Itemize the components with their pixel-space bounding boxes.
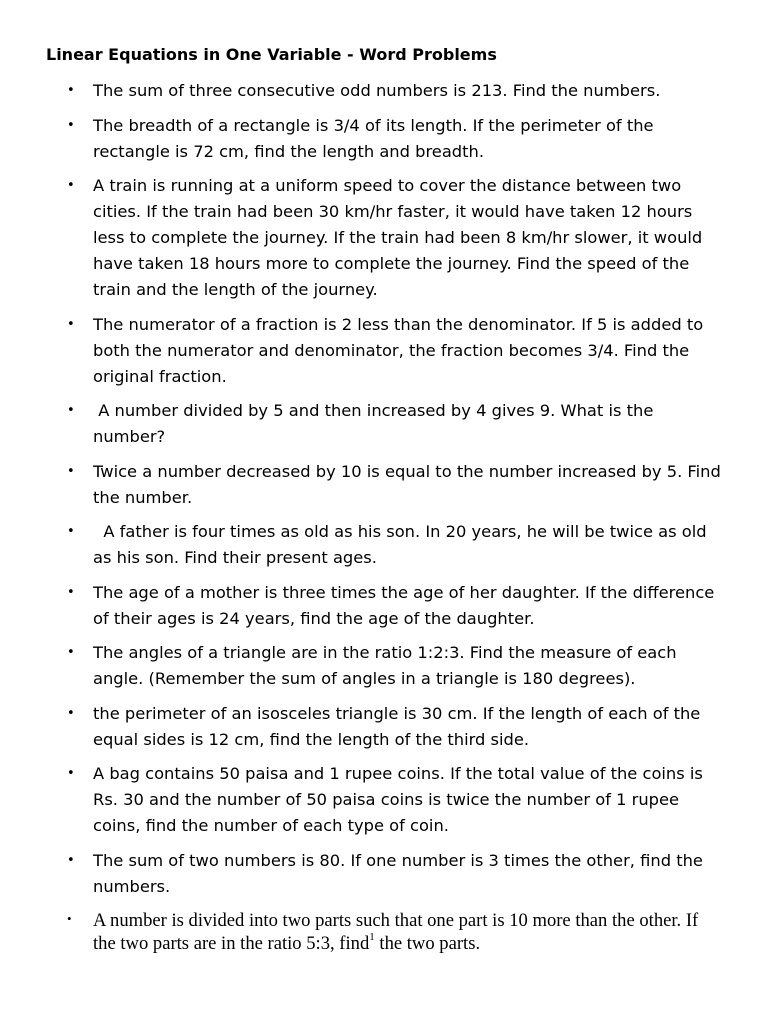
- problem-text: The sum of three consecutive odd numbers is 213. Find the numbers.: [93, 81, 661, 100]
- problem-text-part: A number is divided into two parts such that one part is 10 more than the other. If the two parts are in the ratio 5:3, find: [93, 910, 699, 954]
- bullet-icon: •: [67, 766, 75, 781]
- list-item: [0, 761, 768, 839]
- problem-list: [0, 78, 768, 964]
- problem-text: The angles of a triangle are in the ratio 1:2:3. Find the measure of each angle. (Remember the sum of angles in a triangle is 180 degrees).: [93, 643, 677, 688]
- list-item: [0, 398, 768, 450]
- problem-text: The age of a mother is three times the age of her daughter. If the difference of their ages is 24 years, find the age of the daughter.: [93, 582, 715, 628]
- list-item: [0, 459, 768, 511]
- bullet-icon: •: [67, 852, 75, 868]
- page-title: Linear Equations in One Variable - Word Problems: [46, 45, 497, 64]
- problem-text: The sum of two numbers is 80. If one number is 3 times the other, find the numbers.: [93, 850, 703, 896]
- bullet-icon: •: [67, 584, 75, 600]
- problem-text: A train is running at a uniform speed to cover the distance between two cities. If the train had been 30 km/hr faster, it would have taken 12 hours less to complete the journey. If the train had been 8 km/hr slower, it would have taken 18 hours more to complete the journey. Find the speed of the train and the length of the journey.: [93, 176, 703, 299]
- problem-text: Twice a number decreased by 10 is equal to the number increased by 5. Find the number.: [93, 461, 721, 507]
- list-item: [0, 701, 768, 753]
- bullet-icon: •: [67, 705, 75, 721]
- problem-text: A father is four times as old as his son. In 20 years, he will be twice as old as his son. Find their present ages.: [93, 522, 712, 567]
- problem-text: The breadth of a rectangle is 3/4 of its length. If the perimeter of the rectangle is 72 cm, find the length and breadth.: [93, 115, 654, 161]
- bullet-icon: •: [67, 316, 75, 332]
- list-item: [0, 519, 768, 571]
- bullet-icon: •: [67, 83, 75, 98]
- problem-text-part: the two parts.: [374, 932, 481, 954]
- footnote-marker: 1: [369, 931, 375, 944]
- list-item: [0, 78, 768, 104]
- list-item-last: [0, 908, 768, 955]
- list-item: [0, 312, 768, 390]
- bullet-icon: •: [67, 463, 75, 479]
- bullet-icon: •: [67, 403, 75, 418]
- problem-text: A number divided by 5 and then increased by 4 gives 9. What is the number?: [93, 401, 659, 446]
- bullet-icon: •: [67, 117, 75, 133]
- bullet-icon: •: [67, 911, 72, 926]
- bullet-icon: •: [67, 524, 75, 539]
- list-item: [0, 580, 768, 632]
- bullet-icon: •: [67, 645, 75, 660]
- problem-text: A bag contains 50 paisa and 1 rupee coins. If the total value of the coins is Rs. 30 and the number of 50 paisa coins is twice the number of 1 rupee coins, find the number of each type of coin.: [93, 764, 703, 835]
- problem-text: the perimeter of an isosceles triangle is 30 cm. If the length of each of the equal sides is 12 cm, find the length of the third side.: [93, 703, 701, 749]
- list-item: [0, 640, 768, 692]
- bullet-icon: •: [67, 178, 75, 193]
- list-item: [0, 848, 768, 900]
- list-item: [0, 173, 768, 303]
- problem-text: The numerator of a fraction is 2 less than the denominator. If 5 is added to both the numerator and denominator, the fraction becomes 3/4. Find the original fraction.: [93, 314, 704, 386]
- list-item: [0, 113, 768, 165]
- problem-text: [93, 910, 722, 955]
